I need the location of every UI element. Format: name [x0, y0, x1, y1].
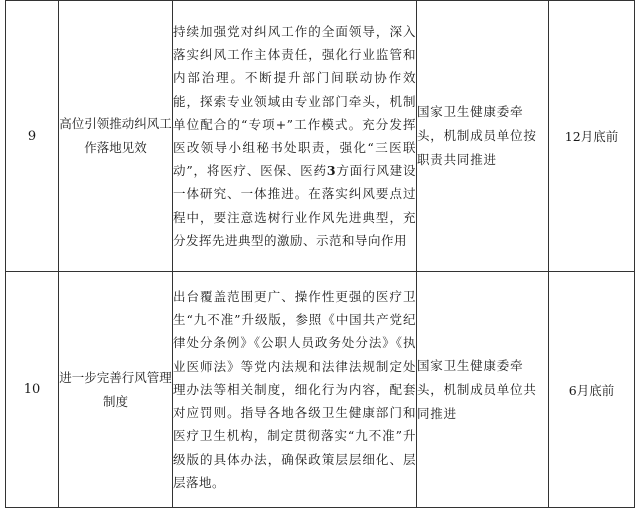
table-row: [6, 1, 635, 272]
responsible-units: 国家卫生健康委牵头，机制成员单位按职责共同推进: [417, 1, 549, 272]
row-number: 9: [6, 1, 59, 272]
responsible-units: 国家卫生健康委牵头，机制成员单位共同推进: [417, 272, 549, 508]
task-name: 高位引领推动纠风工作落地见效: [59, 1, 173, 272]
measures-text-part: 持续加强党对纠风工作的全面领导，深入落实纠风工作主体责任，强化行业监管和内部治理。不断提升部门间联动协作效能，探索专业领域由专业部门牵头，机制单位配合的“专项+”工作模式。充分发挥医改领导小组秘书处职责，强化“三医联动”，将医疗、医保、医药: [173, 23, 416, 179]
deadline: 12月底前: [549, 1, 635, 272]
task-table: [5, 0, 635, 508]
task-name: 进一步完善行风管理制度: [59, 272, 173, 508]
measures-text-part: 方面行风建设一体研究、一体推进。在落实纠风要点过程中，要注意选树行业作风先进典型，充分发挥先进典型的激励、示范和导向作用: [173, 163, 416, 248]
measures-number: 3: [326, 163, 337, 179]
measures-text: [173, 1, 417, 272]
row-number: 10: [6, 272, 59, 508]
table-row: [6, 272, 635, 508]
measures-text: 出台覆盖范围更广、操作性更强的医疗卫生“九不准”升级版，参照《中国共产党纪律处分条例》《公职人员政务处分法》《执业医师法》等党内法规和法律法规制定处理办法等相关制度，细化行为内容，配套对应罚则。指导各地各级卫生健康部门和医疗卫生机构，制定贯彻落实“九不准”升级版的具体办法，确保政策层层细化、层层落地。: [173, 272, 417, 508]
deadline: 6月底前: [549, 272, 635, 508]
